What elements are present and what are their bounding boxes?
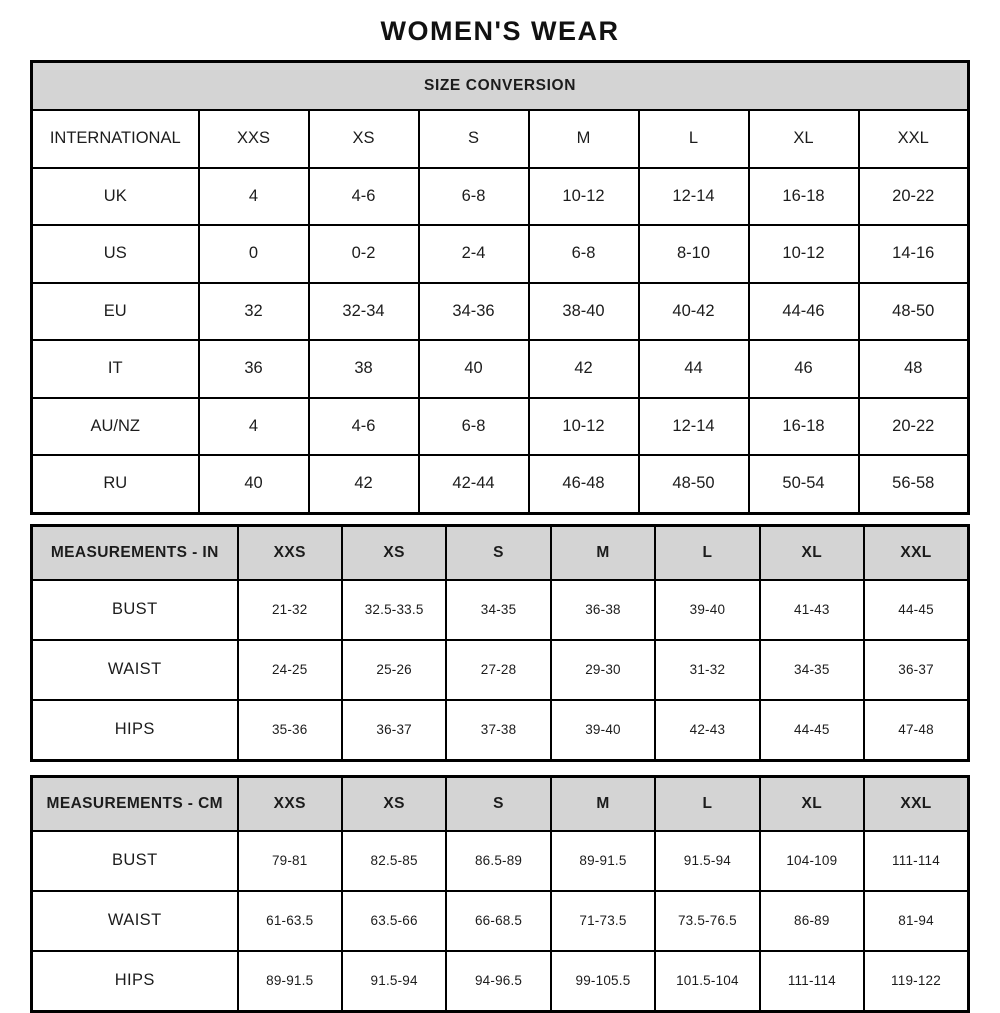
value-cell: 73.5-76.5 — [655, 891, 759, 951]
value-cell: 66-68.5 — [446, 891, 550, 951]
value-cell: 37-38 — [446, 700, 550, 761]
table-row — [32, 891, 969, 951]
value-cell: 119-122 — [864, 951, 968, 1012]
value-cell: 86-89 — [760, 891, 864, 951]
value-cell: 39-40 — [551, 700, 655, 761]
value-cell: 94-96.5 — [446, 951, 550, 1012]
value-cell: 16-18 — [749, 168, 859, 226]
table-row — [32, 168, 969, 226]
row-label: RU — [32, 455, 199, 513]
table-corner-label: MEASUREMENTS - CM — [32, 776, 238, 831]
value-cell: 101.5-104 — [655, 951, 759, 1012]
value-cell: 38 — [309, 340, 419, 398]
table-row — [32, 225, 969, 283]
value-cell: 34-36 — [419, 283, 529, 341]
table-row — [32, 580, 969, 640]
value-cell: 4 — [199, 168, 309, 226]
value-cell: 82.5-85 — [342, 831, 446, 891]
value-cell: 71-73.5 — [551, 891, 655, 951]
value-cell: 34-35 — [446, 580, 550, 640]
value-cell: 32.5-33.5 — [342, 580, 446, 640]
size-column-header: L — [639, 110, 749, 168]
size-column-header: XL — [760, 776, 864, 831]
value-cell: 39-40 — [655, 580, 759, 640]
value-cell: 61-63.5 — [238, 891, 342, 951]
table-row — [32, 455, 969, 513]
measurements-cm-header-row — [32, 776, 969, 831]
size-column-header: XXS — [238, 525, 342, 580]
value-cell: 40 — [199, 455, 309, 513]
value-cell: 41-43 — [760, 580, 864, 640]
row-label: AU/NZ — [32, 398, 199, 456]
size-column-header: L — [655, 525, 759, 580]
size-column-header: L — [655, 776, 759, 831]
row-label: UK — [32, 168, 199, 226]
size-column-header: XXL — [859, 110, 969, 168]
value-cell: 42-44 — [419, 455, 529, 513]
value-cell: 79-81 — [238, 831, 342, 891]
value-cell: 34-35 — [760, 640, 864, 700]
value-cell: 20-22 — [859, 398, 969, 456]
size-column-header: XS — [309, 110, 419, 168]
value-cell: 44-45 — [760, 700, 864, 761]
size-column-header: S — [419, 110, 529, 168]
value-cell: 32-34 — [309, 283, 419, 341]
value-cell: 36-37 — [864, 640, 968, 700]
value-cell: 56-58 — [859, 455, 969, 513]
row-label: BUST — [32, 831, 238, 891]
table-row — [32, 951, 969, 1012]
size-column-header: M — [551, 776, 655, 831]
measurements-in-header-row — [32, 525, 969, 580]
value-cell: 20-22 — [859, 168, 969, 226]
value-cell: 42 — [309, 455, 419, 513]
value-cell: 36-38 — [551, 580, 655, 640]
value-cell: 0-2 — [309, 225, 419, 283]
size-conversion-banner-row — [32, 62, 969, 111]
size-column-header: XXL — [864, 776, 968, 831]
value-cell: 91.5-94 — [342, 951, 446, 1012]
value-cell: 24-25 — [238, 640, 342, 700]
value-cell: 36-37 — [342, 700, 446, 761]
value-cell: 86.5-89 — [446, 831, 550, 891]
size-column-header: S — [446, 776, 550, 831]
value-cell: 29-30 — [551, 640, 655, 700]
table-corner-label: MEASUREMENTS - IN — [32, 525, 238, 580]
value-cell: 4 — [199, 398, 309, 456]
value-cell: 42-43 — [655, 700, 759, 761]
value-cell: 48 — [859, 340, 969, 398]
value-cell: 111-114 — [760, 951, 864, 1012]
size-column-header: XXS — [199, 110, 309, 168]
value-cell: 4-6 — [309, 168, 419, 226]
value-cell: 10-12 — [529, 398, 639, 456]
row-label: WAIST — [32, 640, 238, 700]
value-cell: 6-8 — [419, 398, 529, 456]
value-cell: 44-46 — [749, 283, 859, 341]
table-row — [32, 283, 969, 341]
row-label: HIPS — [32, 951, 238, 1012]
value-cell: 31-32 — [655, 640, 759, 700]
value-cell: 91.5-94 — [655, 831, 759, 891]
value-cell: 46 — [749, 340, 859, 398]
value-cell: 47-48 — [864, 700, 968, 761]
value-cell: 38-40 — [529, 283, 639, 341]
value-cell: 8-10 — [639, 225, 749, 283]
row-label: IT — [32, 340, 199, 398]
row-label: EU — [32, 283, 199, 341]
value-cell: 36 — [199, 340, 309, 398]
value-cell: 44 — [639, 340, 749, 398]
table-corner-label: INTERNATIONAL — [32, 110, 199, 168]
table-row — [32, 398, 969, 456]
measurements-cm-table — [30, 775, 970, 1013]
table-row — [32, 640, 969, 700]
page-title: WOMEN'S WEAR — [380, 16, 620, 46]
value-cell: 42 — [529, 340, 639, 398]
value-cell: 12-14 — [639, 168, 749, 226]
size-conversion-table — [30, 60, 970, 515]
size-column-header: M — [551, 525, 655, 580]
value-cell: 50-54 — [749, 455, 859, 513]
value-cell: 10-12 — [529, 168, 639, 226]
row-label: US — [32, 225, 199, 283]
size-column-header: XXL — [864, 525, 968, 580]
value-cell: 48-50 — [639, 455, 749, 513]
value-cell: 89-91.5 — [238, 951, 342, 1012]
value-cell: 35-36 — [238, 700, 342, 761]
value-cell: 40-42 — [639, 283, 749, 341]
value-cell: 104-109 — [760, 831, 864, 891]
value-cell: 89-91.5 — [551, 831, 655, 891]
size-conversion-banner: SIZE CONVERSION — [32, 62, 969, 111]
value-cell: 6-8 — [419, 168, 529, 226]
row-label: WAIST — [32, 891, 238, 951]
size-column-header: XXS — [238, 776, 342, 831]
size-conversion-header-row — [32, 110, 969, 168]
value-cell: 111-114 — [864, 831, 968, 891]
value-cell: 32 — [199, 283, 309, 341]
size-column-header: S — [446, 525, 550, 580]
table-row — [32, 831, 969, 891]
measurements-in-table — [30, 524, 970, 762]
value-cell: 16-18 — [749, 398, 859, 456]
value-cell: 40 — [419, 340, 529, 398]
value-cell: 2-4 — [419, 225, 529, 283]
size-column-header: XS — [342, 776, 446, 831]
value-cell: 25-26 — [342, 640, 446, 700]
value-cell: 46-48 — [529, 455, 639, 513]
size-column-header: XL — [749, 110, 859, 168]
value-cell: 0 — [199, 225, 309, 283]
row-label: BUST — [32, 580, 238, 640]
value-cell: 27-28 — [446, 640, 550, 700]
value-cell: 12-14 — [639, 398, 749, 456]
value-cell: 48-50 — [859, 283, 969, 341]
value-cell: 99-105.5 — [551, 951, 655, 1012]
value-cell: 6-8 — [529, 225, 639, 283]
value-cell: 10-12 — [749, 225, 859, 283]
size-column-header: XL — [760, 525, 864, 580]
table-row — [32, 340, 969, 398]
value-cell: 44-45 — [864, 580, 968, 640]
value-cell: 63.5-66 — [342, 891, 446, 951]
value-cell: 81-94 — [864, 891, 968, 951]
value-cell: 4-6 — [309, 398, 419, 456]
size-column-header: XS — [342, 525, 446, 580]
row-label: HIPS — [32, 700, 238, 761]
size-column-header: M — [529, 110, 639, 168]
table-row — [32, 700, 969, 761]
value-cell: 14-16 — [859, 225, 969, 283]
value-cell: 21-32 — [238, 580, 342, 640]
